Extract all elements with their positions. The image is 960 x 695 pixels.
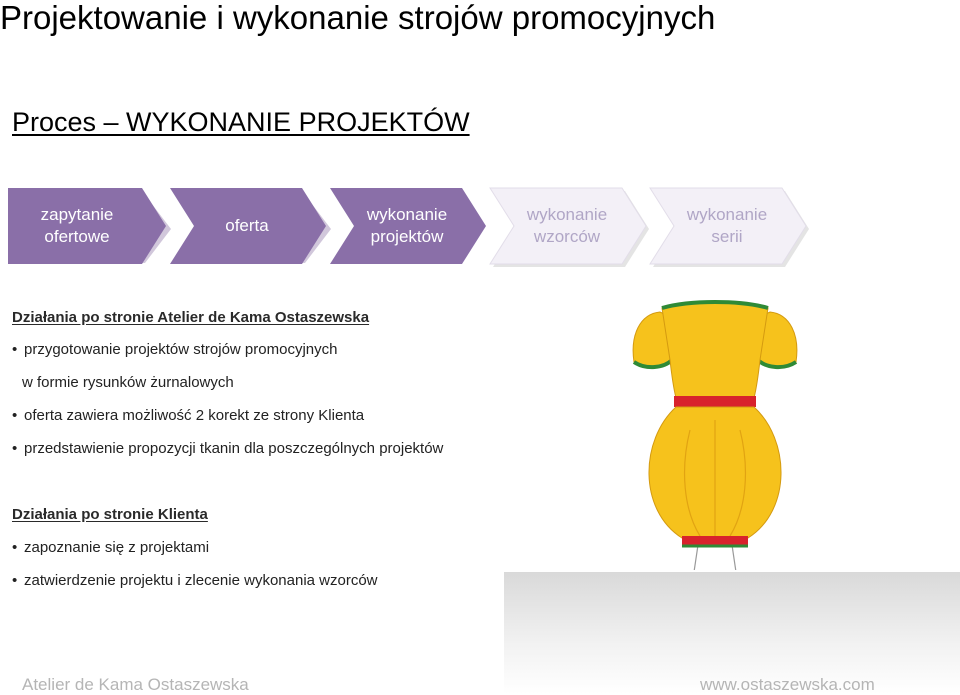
list-item: w formie rysunków żurnalowych: [22, 374, 234, 391]
process-chevrons: [8, 188, 808, 264]
bullet-icon: •: [12, 341, 18, 358]
process-step-zapytanie: [8, 188, 168, 264]
section-atelier-heading: Działania po stronie Atelier de Kama Ostaszewska: [12, 309, 370, 326]
list-item: • zatwierdzenie projektu i zlecenie wykonania wzorców: [12, 572, 378, 589]
bullet-icon: •: [12, 539, 18, 556]
process-step-wykonanie-wzorcow: [488, 188, 648, 264]
process-step-oferta: [168, 188, 328, 264]
footer-website[interactable]: www.ostaszewska.com: [700, 675, 875, 694]
bullet-icon: •: [12, 407, 18, 424]
bullet-icon: •: [12, 440, 18, 457]
bullet-icon: •: [12, 572, 18, 589]
process-step-label: zapytanie ofertowe: [40, 205, 114, 246]
list-item: • przygotowanie projektów strojów promocyjnych: [12, 341, 338, 358]
list-item: • oferta zawiera możliwość 2 korekt ze strony Klienta: [12, 407, 365, 424]
process-step-label: oferta: [225, 216, 269, 235]
process-step-wykonanie-serii: [648, 188, 808, 264]
page-subtitle: Proces – WYKONANIE PROJEKTÓW: [12, 107, 470, 137]
process-step-label: wykonanie projektów: [366, 205, 448, 246]
process-step-wykonanie-projektow: [328, 188, 488, 264]
list-item: • przedstawienie propozycji tkanin dla poszczególnych projektów: [12, 440, 444, 457]
process-step-label: wykonanie serii: [686, 205, 768, 246]
section-client-heading: Działania po stronie Klienta: [12, 506, 208, 523]
page-title: Projektowanie i wykonanie strojów promocyjnych: [0, 0, 716, 36]
list-item: • zapoznanie się z projektami: [12, 539, 210, 556]
process-step-label: wykonanie wzorców: [526, 205, 608, 246]
dress-illustration: [620, 290, 810, 570]
footer-brand: Atelier de Kama Ostaszewska: [22, 675, 249, 694]
